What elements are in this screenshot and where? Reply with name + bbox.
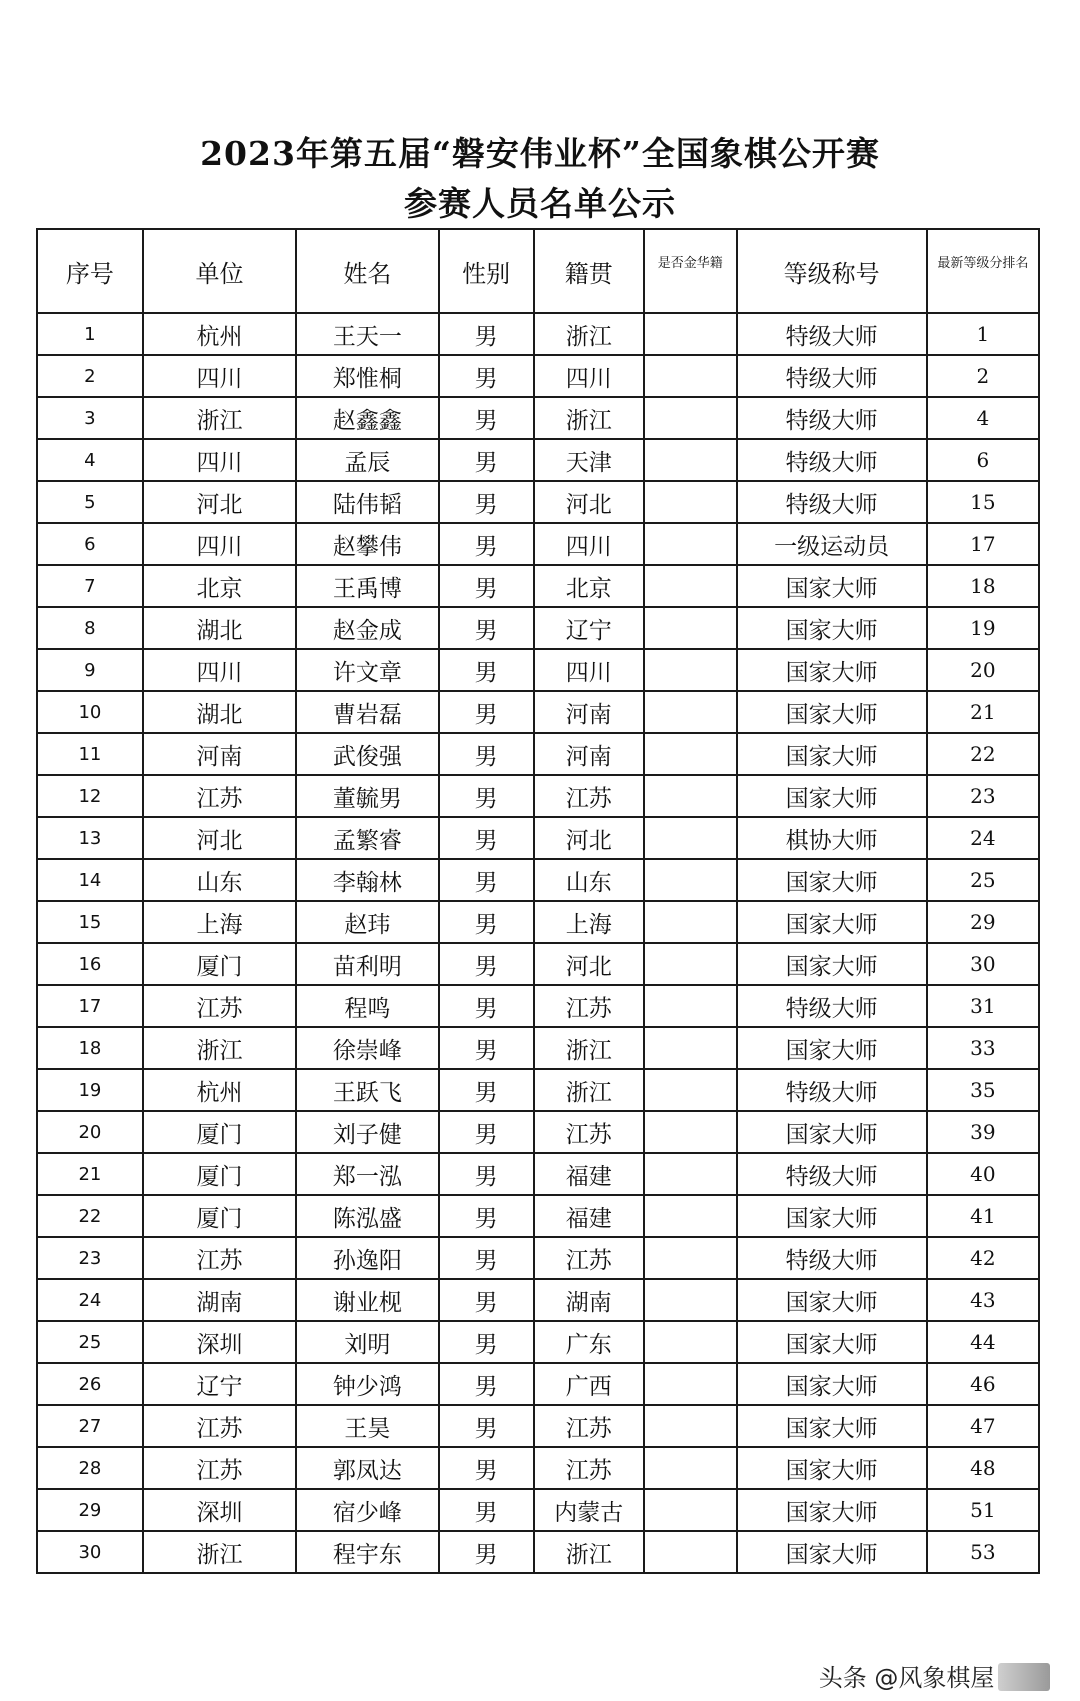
cell-gender: 男: [439, 313, 534, 355]
watermark-logo-icon: [998, 1663, 1050, 1691]
table-row: [37, 439, 1039, 481]
cell-hometown: 湖南: [534, 1279, 644, 1321]
cell-name: 谢业枧: [296, 1279, 439, 1321]
table-row: [37, 481, 1039, 523]
header-unit: 单位: [143, 229, 296, 313]
cell-serial: 11: [37, 733, 143, 775]
cell-serial: 25: [37, 1321, 143, 1363]
cell-jinhua-origin: [644, 1111, 737, 1153]
table-row: [37, 355, 1039, 397]
cell-name: 陆伟韬: [296, 481, 439, 523]
cell-hometown: 四川: [534, 355, 644, 397]
cell-hometown: 山东: [534, 859, 644, 901]
cell-rating-rank: 43: [927, 1279, 1039, 1321]
cell-unit: 江苏: [143, 985, 296, 1027]
cell-gender: 男: [439, 1279, 534, 1321]
cell-serial: 15: [37, 901, 143, 943]
table-row: [37, 1489, 1039, 1531]
cell-unit: 厦门: [143, 1153, 296, 1195]
cell-name: 陈泓盛: [296, 1195, 439, 1237]
cell-gender: 男: [439, 607, 534, 649]
cell-hometown: 江苏: [534, 1237, 644, 1279]
cell-name: 武俊强: [296, 733, 439, 775]
table-row: [37, 859, 1039, 901]
cell-name: 王禹博: [296, 565, 439, 607]
cell-title-grade: 棋协大师: [737, 817, 927, 859]
cell-jinhua-origin: [644, 1321, 737, 1363]
cell-name: 许文章: [296, 649, 439, 691]
cell-hometown: 四川: [534, 649, 644, 691]
table-row: [37, 1027, 1039, 1069]
table-row: [37, 1363, 1039, 1405]
cell-title-grade: 特级大师: [737, 985, 927, 1027]
cell-rating-rank: 33: [927, 1027, 1039, 1069]
cell-name: 孟繁睿: [296, 817, 439, 859]
cell-hometown: 江苏: [534, 1111, 644, 1153]
cell-title-grade: 特级大师: [737, 313, 927, 355]
cell-jinhua-origin: [644, 1363, 737, 1405]
cell-jinhua-origin: [644, 1069, 737, 1111]
table-row: [37, 565, 1039, 607]
cell-serial: 8: [37, 607, 143, 649]
cell-title-grade: 国家大师: [737, 1531, 927, 1573]
cell-jinhua-origin: [644, 1279, 737, 1321]
cell-unit: 杭州: [143, 313, 296, 355]
cell-title-grade: 国家大师: [737, 565, 927, 607]
cell-rating-rank: 20: [927, 649, 1039, 691]
cell-unit: 浙江: [143, 1027, 296, 1069]
cell-unit: 四川: [143, 523, 296, 565]
cell-rating-rank: 44: [927, 1321, 1039, 1363]
cell-serial: 29: [37, 1489, 143, 1531]
cell-title-grade: 国家大师: [737, 943, 927, 985]
cell-jinhua-origin: [644, 733, 737, 775]
cell-gender: 男: [439, 1069, 534, 1111]
cell-rating-rank: 24: [927, 817, 1039, 859]
cell-gender: 男: [439, 1153, 534, 1195]
cell-hometown: 江苏: [534, 1405, 644, 1447]
cell-unit: 江苏: [143, 1405, 296, 1447]
cell-gender: 男: [439, 355, 534, 397]
header-jinhua-origin: 是否金华籍: [644, 229, 737, 313]
cell-hometown: 浙江: [534, 313, 644, 355]
cell-rating-rank: 51: [927, 1489, 1039, 1531]
cell-gender: 男: [439, 1489, 534, 1531]
cell-gender: 男: [439, 1195, 534, 1237]
cell-jinhua-origin: [644, 607, 737, 649]
cell-rating-rank: 19: [927, 607, 1039, 649]
cell-rating-rank: 18: [927, 565, 1039, 607]
cell-name: 郑惟桐: [296, 355, 439, 397]
cell-rating-rank: 25: [927, 859, 1039, 901]
cell-title-grade: 国家大师: [737, 1363, 927, 1405]
table-row: [37, 901, 1039, 943]
cell-title-grade: 国家大师: [737, 1111, 927, 1153]
cell-rating-rank: 40: [927, 1153, 1039, 1195]
cell-name: 赵金成: [296, 607, 439, 649]
cell-serial: 3: [37, 397, 143, 439]
cell-hometown: 天津: [534, 439, 644, 481]
cell-jinhua-origin: [644, 1153, 737, 1195]
table-row: [37, 313, 1039, 355]
cell-serial: 19: [37, 1069, 143, 1111]
header-hometown: 籍贯: [534, 229, 644, 313]
cell-unit: 河北: [143, 817, 296, 859]
cell-serial: 10: [37, 691, 143, 733]
cell-rating-rank: 31: [927, 985, 1039, 1027]
cell-title-grade: 国家大师: [737, 901, 927, 943]
header-title-grade: 等级称号: [737, 229, 927, 313]
cell-serial: 9: [37, 649, 143, 691]
cell-hometown: 河北: [534, 817, 644, 859]
cell-jinhua-origin: [644, 1237, 737, 1279]
cell-title-grade: 国家大师: [737, 607, 927, 649]
cell-jinhua-origin: [644, 985, 737, 1027]
cell-rating-rank: 42: [927, 1237, 1039, 1279]
cell-gender: 男: [439, 481, 534, 523]
cell-gender: 男: [439, 565, 534, 607]
cell-name: 王跃飞: [296, 1069, 439, 1111]
watermark-text: 头条 @风象棋屋: [818, 1664, 995, 1692]
table-row: [37, 1069, 1039, 1111]
header-name: 姓名: [296, 229, 439, 313]
cell-title-grade: 特级大师: [737, 355, 927, 397]
cell-name: 赵攀伟: [296, 523, 439, 565]
table-row: [37, 985, 1039, 1027]
cell-hometown: 浙江: [534, 1069, 644, 1111]
cell-title-grade: 国家大师: [737, 1321, 927, 1363]
cell-hometown: 上海: [534, 901, 644, 943]
cell-name: 王昊: [296, 1405, 439, 1447]
cell-serial: 24: [37, 1279, 143, 1321]
cell-name: 董毓男: [296, 775, 439, 817]
cell-jinhua-origin: [644, 565, 737, 607]
cell-gender: 男: [439, 1237, 534, 1279]
cell-unit: 湖北: [143, 607, 296, 649]
table-row: [37, 1195, 1039, 1237]
cell-serial: 17: [37, 985, 143, 1027]
cell-jinhua-origin: [644, 397, 737, 439]
watermark: [819, 1658, 1050, 1693]
cell-unit: 四川: [143, 439, 296, 481]
cell-name: 郭凤达: [296, 1447, 439, 1489]
cell-rating-rank: 47: [927, 1405, 1039, 1447]
cell-hometown: 浙江: [534, 397, 644, 439]
cell-name: 刘子健: [296, 1111, 439, 1153]
table-row: [37, 1237, 1039, 1279]
cell-unit: 河南: [143, 733, 296, 775]
cell-serial: 5: [37, 481, 143, 523]
table-row: [37, 1405, 1039, 1447]
cell-title-grade: 国家大师: [737, 649, 927, 691]
cell-title-grade: 特级大师: [737, 1153, 927, 1195]
cell-gender: 男: [439, 817, 534, 859]
cell-jinhua-origin: [644, 943, 737, 985]
cell-rating-rank: 4: [927, 397, 1039, 439]
cell-name: 宿少峰: [296, 1489, 439, 1531]
cell-serial: 13: [37, 817, 143, 859]
cell-jinhua-origin: [644, 649, 737, 691]
cell-gender: 男: [439, 901, 534, 943]
cell-title-grade: 国家大师: [737, 1489, 927, 1531]
cell-title-grade: 国家大师: [737, 1405, 927, 1447]
table-body: [37, 313, 1039, 1573]
cell-gender: 男: [439, 691, 534, 733]
cell-hometown: 河北: [534, 481, 644, 523]
cell-name: 孟辰: [296, 439, 439, 481]
table-row: [37, 1447, 1039, 1489]
cell-rating-rank: 6: [927, 439, 1039, 481]
cell-jinhua-origin: [644, 775, 737, 817]
cell-serial: 30: [37, 1531, 143, 1573]
header-serial: 序号: [37, 229, 143, 313]
cell-jinhua-origin: [644, 691, 737, 733]
cell-rating-rank: 21: [927, 691, 1039, 733]
cell-unit: 厦门: [143, 1195, 296, 1237]
cell-name: 徐崇峰: [296, 1027, 439, 1069]
table-row: [37, 1111, 1039, 1153]
cell-rating-rank: 46: [927, 1363, 1039, 1405]
cell-unit: 杭州: [143, 1069, 296, 1111]
cell-hometown: 广西: [534, 1363, 644, 1405]
table-row: [37, 1153, 1039, 1195]
cell-hometown: 广东: [534, 1321, 644, 1363]
cell-serial: 22: [37, 1195, 143, 1237]
cell-title-grade: 特级大师: [737, 439, 927, 481]
cell-name: 程宇东: [296, 1531, 439, 1573]
cell-jinhua-origin: [644, 523, 737, 565]
cell-serial: 18: [37, 1027, 143, 1069]
cell-title-grade: 特级大师: [737, 1069, 927, 1111]
cell-rating-rank: 53: [927, 1531, 1039, 1573]
cell-rating-rank: 22: [927, 733, 1039, 775]
cell-rating-rank: 17: [927, 523, 1039, 565]
cell-hometown: 河北: [534, 943, 644, 985]
cell-gender: 男: [439, 523, 534, 565]
cell-serial: 1: [37, 313, 143, 355]
cell-rating-rank: 35: [927, 1069, 1039, 1111]
cell-unit: 深圳: [143, 1489, 296, 1531]
cell-hometown: 福建: [534, 1195, 644, 1237]
cell-gender: 男: [439, 859, 534, 901]
cell-name: 程鸣: [296, 985, 439, 1027]
cell-gender: 男: [439, 985, 534, 1027]
roster-table: [36, 228, 1040, 1574]
cell-name: 赵鑫鑫: [296, 397, 439, 439]
cell-unit: 浙江: [143, 1531, 296, 1573]
cell-serial: 12: [37, 775, 143, 817]
table-row: [37, 649, 1039, 691]
cell-unit: 深圳: [143, 1321, 296, 1363]
cell-jinhua-origin: [644, 1027, 737, 1069]
cell-title-grade: 特级大师: [737, 481, 927, 523]
cell-jinhua-origin: [644, 1405, 737, 1447]
cell-rating-rank: 29: [927, 901, 1039, 943]
cell-gender: 男: [439, 1111, 534, 1153]
cell-title-grade: 国家大师: [737, 775, 927, 817]
table-row: [37, 691, 1039, 733]
cell-title-grade: 国家大师: [737, 1447, 927, 1489]
cell-title-grade: 特级大师: [737, 1237, 927, 1279]
cell-serial: 4: [37, 439, 143, 481]
cell-serial: 7: [37, 565, 143, 607]
cell-unit: 浙江: [143, 397, 296, 439]
cell-name: 曹岩磊: [296, 691, 439, 733]
cell-serial: 20: [37, 1111, 143, 1153]
cell-gender: 男: [439, 397, 534, 439]
cell-unit: 厦门: [143, 1111, 296, 1153]
cell-rating-rank: 48: [927, 1447, 1039, 1489]
cell-gender: 男: [439, 943, 534, 985]
cell-hometown: 内蒙古: [534, 1489, 644, 1531]
cell-jinhua-origin: [644, 1195, 737, 1237]
cell-serial: 14: [37, 859, 143, 901]
cell-name: 钟少鸿: [296, 1363, 439, 1405]
cell-unit: 上海: [143, 901, 296, 943]
cell-hometown: 浙江: [534, 1531, 644, 1573]
cell-title-grade: 国家大师: [737, 1195, 927, 1237]
cell-unit: 辽宁: [143, 1363, 296, 1405]
cell-serial: 26: [37, 1363, 143, 1405]
cell-rating-rank: 15: [927, 481, 1039, 523]
cell-name: 刘明: [296, 1321, 439, 1363]
cell-serial: 6: [37, 523, 143, 565]
cell-rating-rank: 41: [927, 1195, 1039, 1237]
cell-hometown: 浙江: [534, 1027, 644, 1069]
cell-serial: 27: [37, 1405, 143, 1447]
cell-unit: 山东: [143, 859, 296, 901]
cell-jinhua-origin: [644, 817, 737, 859]
cell-hometown: 辽宁: [534, 607, 644, 649]
cell-hometown: 江苏: [534, 985, 644, 1027]
table-row: [37, 523, 1039, 565]
cell-title-grade: 国家大师: [737, 859, 927, 901]
cell-jinhua-origin: [644, 1489, 737, 1531]
cell-jinhua-origin: [644, 481, 737, 523]
cell-serial: 28: [37, 1447, 143, 1489]
cell-gender: 男: [439, 1363, 534, 1405]
table-row: [37, 397, 1039, 439]
cell-rating-rank: 39: [927, 1111, 1039, 1153]
cell-jinhua-origin: [644, 901, 737, 943]
cell-name: 孙逸阳: [296, 1237, 439, 1279]
cell-gender: 男: [439, 1447, 534, 1489]
cell-hometown: 江苏: [534, 1447, 644, 1489]
cell-gender: 男: [439, 1027, 534, 1069]
cell-hometown: 北京: [534, 565, 644, 607]
cell-jinhua-origin: [644, 1531, 737, 1573]
cell-name: 郑一泓: [296, 1153, 439, 1195]
cell-name: 李翰林: [296, 859, 439, 901]
cell-unit: 江苏: [143, 1447, 296, 1489]
cell-jinhua-origin: [644, 859, 737, 901]
cell-name: 王天一: [296, 313, 439, 355]
cell-unit: 湖北: [143, 691, 296, 733]
cell-unit: 湖南: [143, 1279, 296, 1321]
cell-title-grade: 特级大师: [737, 397, 927, 439]
cell-title-grade: 一级运动员: [737, 523, 927, 565]
cell-title-grade: 国家大师: [737, 733, 927, 775]
table-row: [37, 775, 1039, 817]
cell-rating-rank: 1: [927, 313, 1039, 355]
cell-unit: 河北: [143, 481, 296, 523]
cell-gender: 男: [439, 649, 534, 691]
cell-serial: 16: [37, 943, 143, 985]
cell-rating-rank: 2: [927, 355, 1039, 397]
table-row: [37, 943, 1039, 985]
cell-unit: 江苏: [143, 775, 296, 817]
cell-hometown: 福建: [534, 1153, 644, 1195]
cell-unit: 江苏: [143, 1237, 296, 1279]
cell-hometown: 四川: [534, 523, 644, 565]
cell-unit: 北京: [143, 565, 296, 607]
cell-title-grade: 国家大师: [737, 1027, 927, 1069]
document-subtitle: 参赛人员名单公示: [404, 184, 676, 223]
table-row: [37, 733, 1039, 775]
cell-jinhua-origin: [644, 439, 737, 481]
cell-gender: 男: [439, 733, 534, 775]
cell-hometown: 河南: [534, 733, 644, 775]
cell-gender: 男: [439, 1321, 534, 1363]
cell-serial: 23: [37, 1237, 143, 1279]
table-header-row: [37, 229, 1039, 313]
cell-jinhua-origin: [644, 355, 737, 397]
cell-unit: 四川: [143, 355, 296, 397]
table-row: [37, 817, 1039, 859]
table-row: [37, 1279, 1039, 1321]
document-title: 2023年第五届“磐安伟业杯”全国象棋公开赛: [200, 134, 880, 173]
cell-name: 赵玮: [296, 901, 439, 943]
cell-unit: 四川: [143, 649, 296, 691]
cell-gender: 男: [439, 439, 534, 481]
table-row: [37, 607, 1039, 649]
cell-title-grade: 国家大师: [737, 691, 927, 733]
cell-rating-rank: 30: [927, 943, 1039, 985]
header-gender: 性别: [439, 229, 534, 313]
cell-title-grade: 国家大师: [737, 1279, 927, 1321]
cell-gender: 男: [439, 1531, 534, 1573]
cell-name: 苗利明: [296, 943, 439, 985]
table-row: [37, 1321, 1039, 1363]
cell-unit: 厦门: [143, 943, 296, 985]
cell-hometown: 河南: [534, 691, 644, 733]
cell-gender: 男: [439, 775, 534, 817]
cell-gender: 男: [439, 1405, 534, 1447]
cell-rating-rank: 23: [927, 775, 1039, 817]
cell-serial: 2: [37, 355, 143, 397]
cell-hometown: 江苏: [534, 775, 644, 817]
cell-jinhua-origin: [644, 1447, 737, 1489]
table-row: [37, 1531, 1039, 1573]
cell-serial: 21: [37, 1153, 143, 1195]
cell-jinhua-origin: [644, 313, 737, 355]
header-rating-rank: 最新等级分排名: [927, 229, 1039, 313]
